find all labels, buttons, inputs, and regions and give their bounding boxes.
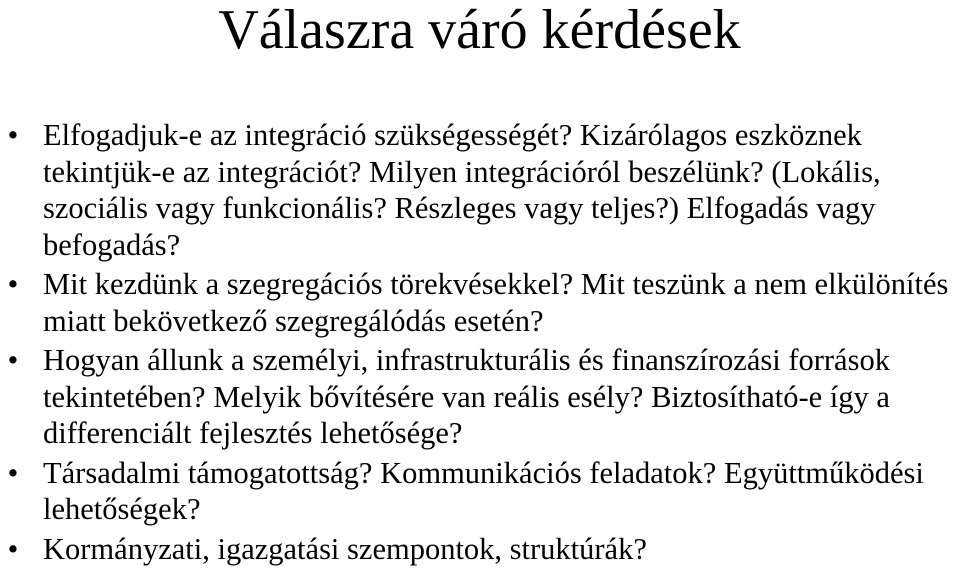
bullet-dot-icon: • xyxy=(7,531,19,566)
bullet-dot-icon: • xyxy=(7,118,19,152)
bullet-text: Hogyan állunk a személyi, infrastrukturális és finanszírozási források tekintetében? Melyik bővítésére van reális esély? Biztosítható-e így a differenciált fejlesztés lehetősége? xyxy=(43,343,890,450)
bullet-dot-icon: • xyxy=(7,455,19,490)
bullet-text: Mit kezdünk a szegregációs törekvésekkel? Mit teszünk a nem elkülönítés miatt bekövetkező szegregálódás esetén? xyxy=(43,267,949,338)
bullet-text: Társadalmi támogatottság? Kommunikációs feladatok? Együttműködési lehetőségek? xyxy=(43,455,924,526)
bullet-text: Elfogadjuk-e az integráció szükségességét? Kizárólagos eszköznek tekintjük-e az integrációt? Milyen integrációról beszélünk? (Lokális, szociális vagy funkcionális? Részleges vagy teljes?) Elfogadás vagy befogadás? xyxy=(43,118,881,262)
bullet-item-social-support xyxy=(0,455,959,528)
bullet-text: Kormányzati, igazgatási szempontok, struktúrák? xyxy=(43,531,647,566)
bullet-item-governance xyxy=(0,531,959,568)
slide-title: Válaszra váró kérdések xyxy=(218,0,741,61)
bullet-dot-icon: • xyxy=(7,267,19,301)
bullet-item-segregation xyxy=(0,266,959,339)
bullet-item-integration xyxy=(0,117,959,263)
bullet-list xyxy=(0,117,959,570)
bullet-item-resources xyxy=(0,342,959,452)
bullet-dot-icon: • xyxy=(7,343,19,377)
